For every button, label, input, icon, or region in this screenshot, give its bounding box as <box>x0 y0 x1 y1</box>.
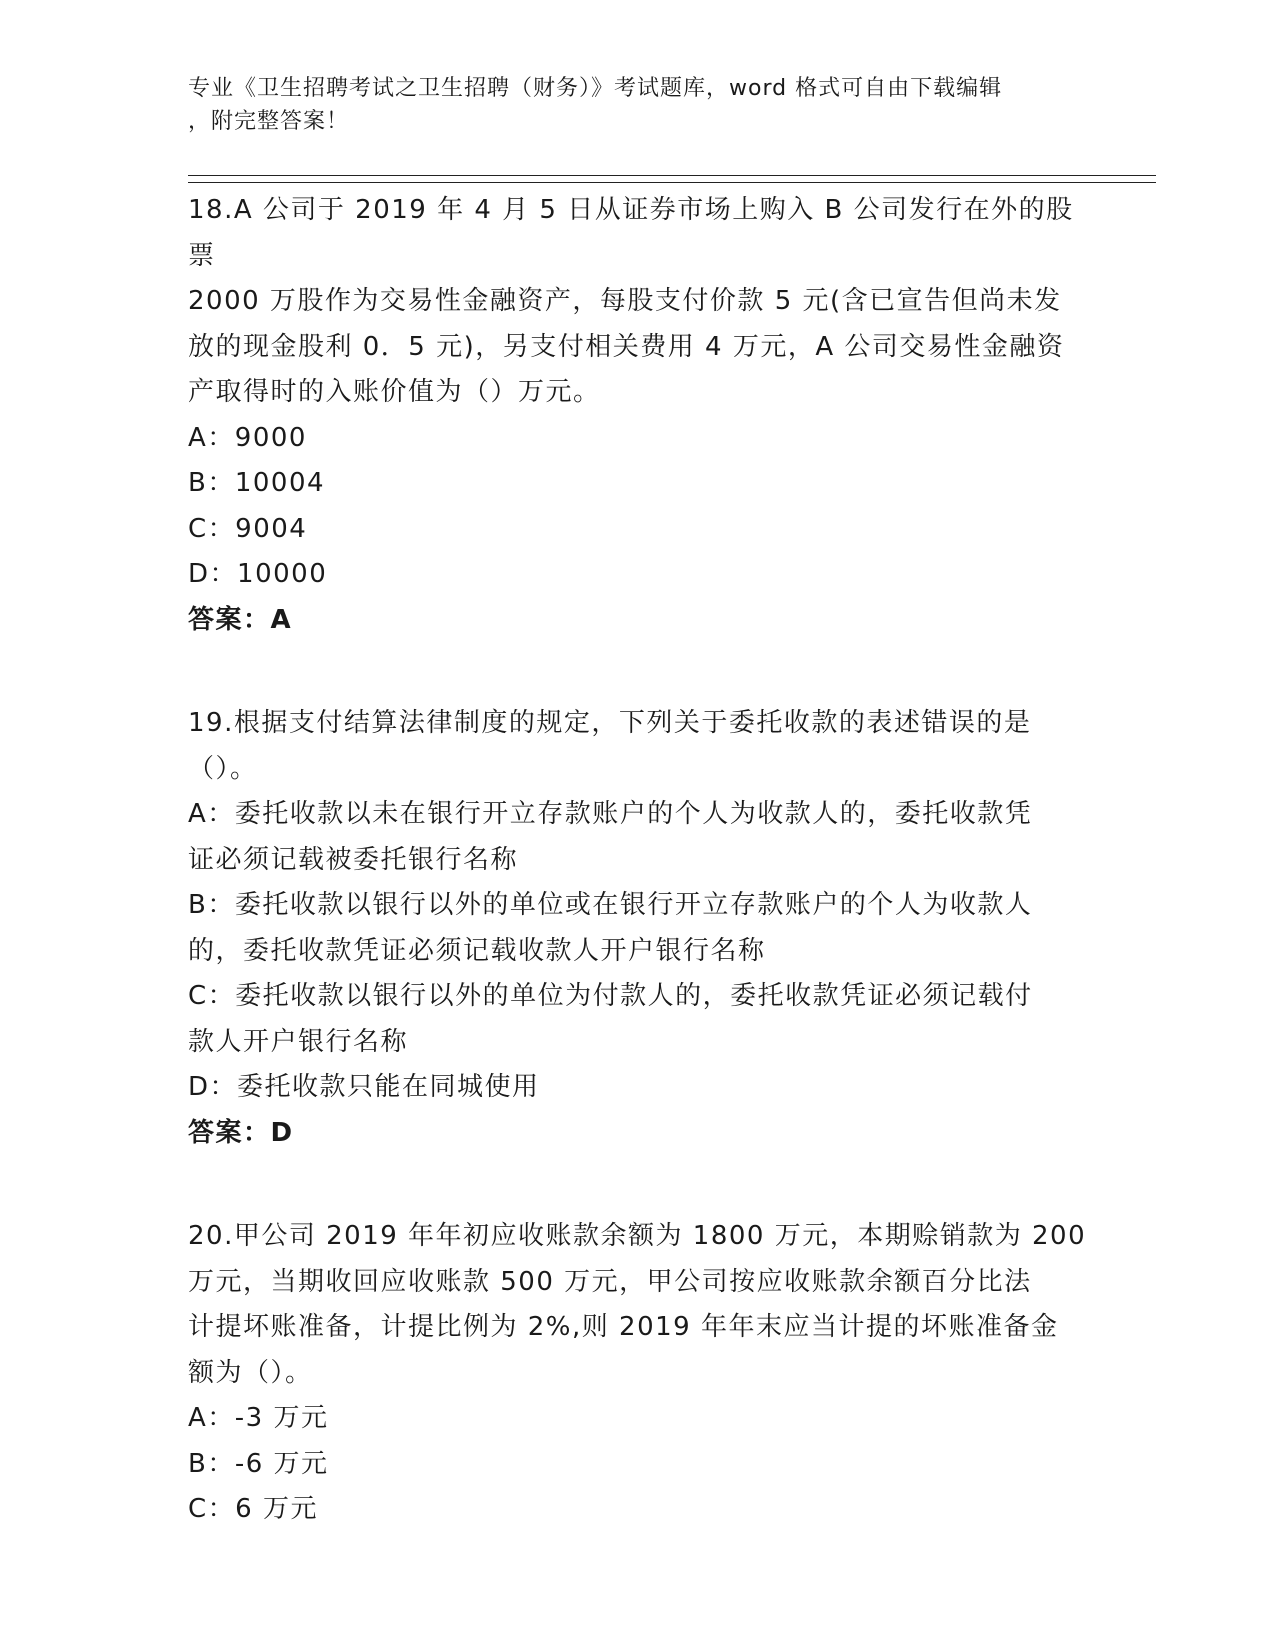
question-stem-line: 万元，当期收回应收账款 500 万元，甲公司按应收账款余额百分比法 <box>188 1266 1032 1297</box>
document-header <box>188 72 1088 138</box>
answer-option-line: D：委托收款只能在同城使用 <box>188 1072 540 1102</box>
question-stem-line: 18.A 公司于 2019 年 4 月 5 日从证券市场上购入 B 公司发行在外的股票 <box>188 195 1074 271</box>
question-stem-line: （）。 <box>188 753 258 784</box>
answer-option-line: C：委托收款以银行以外的单位为付款人的，委托收款凭证必须记载付 <box>188 981 1033 1011</box>
answer-option-line: 款人开户银行名称 <box>188 1026 409 1057</box>
answer-option-line: A：委托收款以未在银行开立存款账户的个人为收款人的，委托收款凭 <box>188 799 1033 829</box>
answer-key: 答案：D <box>188 1117 294 1148</box>
header-divider-top <box>188 175 1156 176</box>
answer-option-line: A：9000 <box>188 422 307 453</box>
answer-option-line: B：委托收款以银行以外的单位或在银行开立存款账户的个人为收款人 <box>188 890 1033 920</box>
question-stem-line: 计提坏账准备，计提比例为 2%,则 2019 年年末应当计提的坏账准备金 <box>188 1312 1059 1342</box>
question-stem-line: 放的现金股利 0．5 元)，另支付相关费用 4 万元，A 公司交易性金融资 <box>188 331 1065 362</box>
question-list <box>188 188 1088 1591</box>
answer-option-line: B：-6 万元 <box>188 1448 329 1479</box>
question-stem-line: 19.根据支付结算法律制度的规定，下列关于委托收款的表述错误的是 <box>188 708 1032 738</box>
header-line-2: ，附完整答案！ <box>188 109 350 134</box>
answer-option-line: C：9004 <box>188 513 308 544</box>
answer-option-line: D：10000 <box>188 559 328 589</box>
question-stem-line: 2000 万股作为交易性金融资产，每股支付价款 5 元(含已宣告但尚未发 <box>188 286 1062 316</box>
answer-option-line: B：10004 <box>188 468 326 498</box>
answer-option-line: A：-3 万元 <box>188 1403 329 1433</box>
answer-option-line: 证必须记载被委托银行名称 <box>188 844 519 875</box>
question-stem-line: 额为（）。 <box>188 1357 313 1388</box>
header-line-1: 专业《卫生招聘考试之卫生招聘（财务）》考试题库，word 格式可自由下载编辑 <box>188 76 1003 101</box>
answer-option-line: 的，委托收款凭证必须记载收款人开户银行名称 <box>188 935 766 966</box>
header-divider-bottom <box>188 182 1156 183</box>
question-item <box>188 701 1088 1156</box>
question-stem-line: 产取得时的入账价值为（）万元。 <box>188 377 601 407</box>
question-item <box>188 188 1088 643</box>
answer-key: 答案：A <box>188 604 293 635</box>
question-item <box>188 1214 1088 1533</box>
question-stem-line: 20.甲公司 2019 年年初应收账款余额为 1800 万元，本期赊销款为 200 <box>188 1221 1087 1251</box>
answer-option-line: C：6 万元 <box>188 1494 318 1524</box>
